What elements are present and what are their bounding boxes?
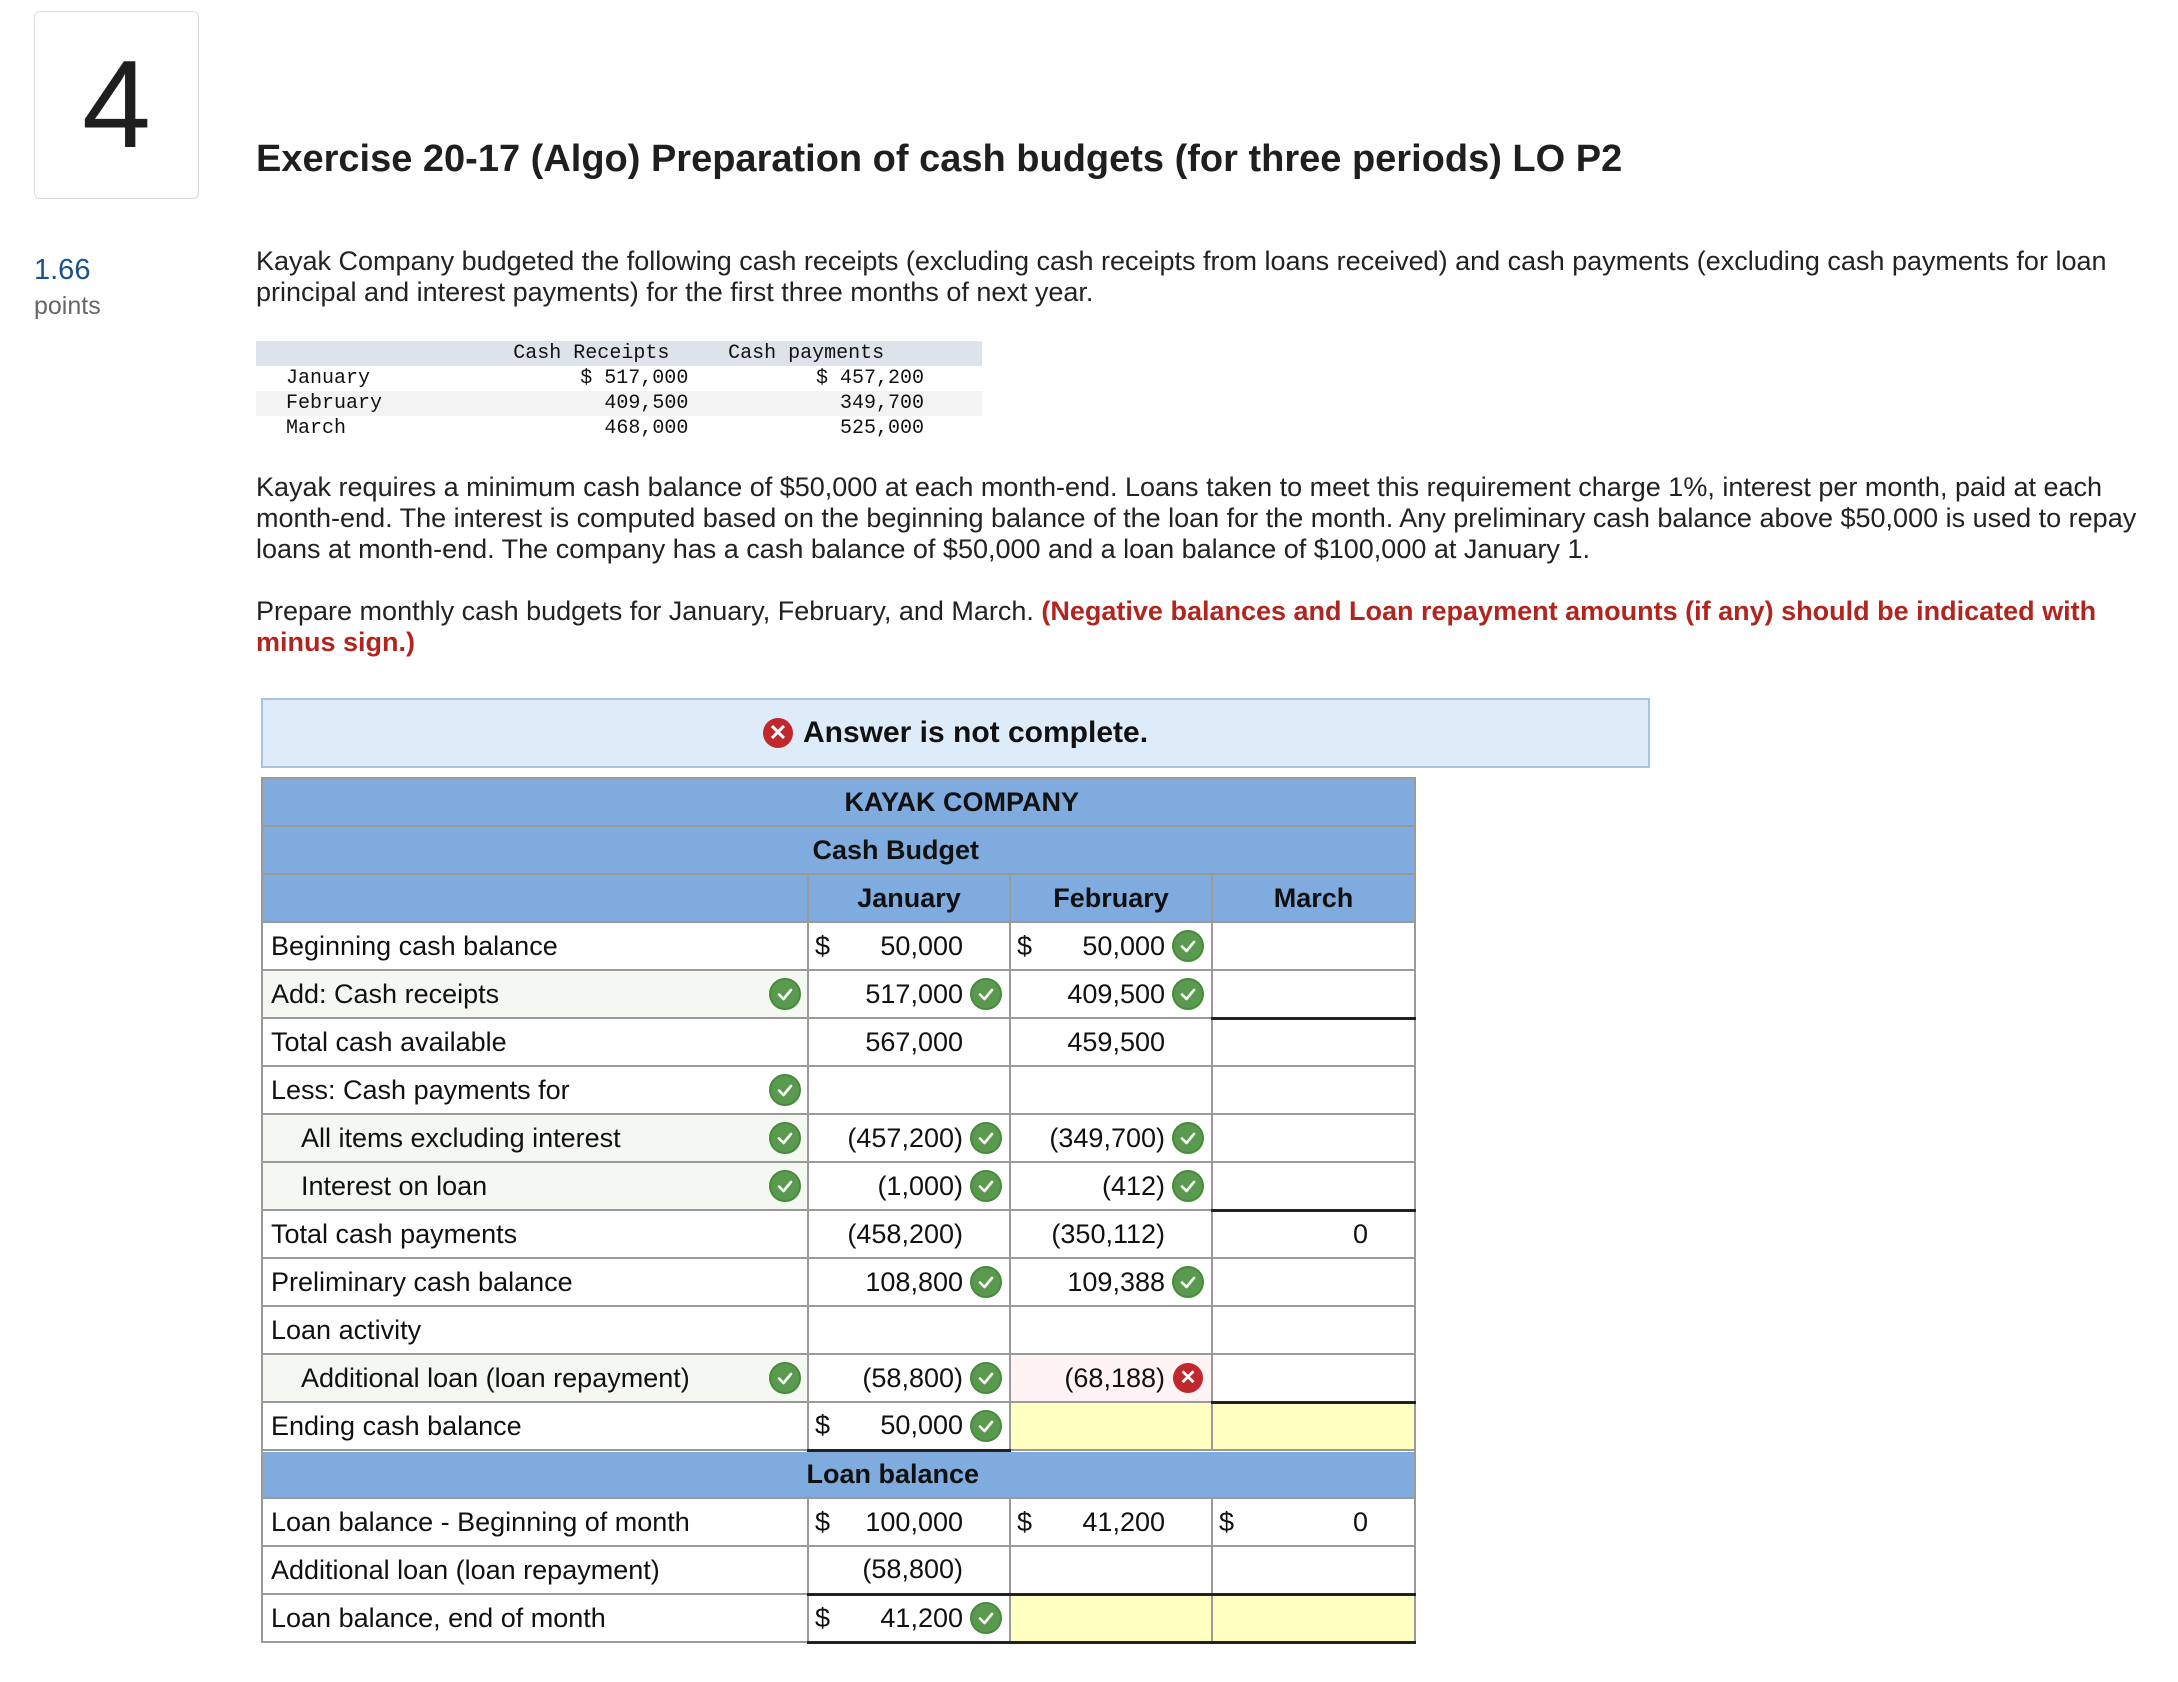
row-label: Additional loan (loan repayment) [262,1546,762,1594]
row-label: Loan balance, end of month [262,1594,762,1642]
row-label: Additional loan (loan repayment) [262,1354,762,1402]
mar-total-available [1212,1018,1415,1066]
month-header-march: March [1212,874,1415,922]
check-icon [769,1362,801,1394]
given-data-table [256,341,982,441]
jan-beginning-cash[interactable]: $ 50,000 [808,922,1010,970]
header-months-row [262,874,1415,922]
loan-balance-header-row [262,1450,1415,1498]
row-loan-additional [262,1546,1415,1594]
given-header-row [256,341,982,366]
row-preliminary [262,1258,1415,1306]
mar-all-items[interactable] [1212,1114,1415,1162]
row-label: Less: Cash payments for [262,1066,762,1114]
jan-loan-beginning[interactable]: $ 100,000 [808,1498,1010,1546]
mar-ending-cash-input[interactable] [1212,1402,1415,1450]
header-subtitle-row [262,826,1415,874]
feb-ending-cash-input[interactable] [1010,1402,1212,1450]
feb-interest[interactable]: (412) [1010,1162,1212,1210]
check-icon [1172,978,1204,1010]
feb-loan-additional[interactable] [1010,1546,1212,1594]
budget-subtitle: Cash Budget [812,834,979,865]
instruction-text: Prepare monthly cash budgets for January, February, and March. [256,596,1034,626]
mar-loan-additional[interactable] [1212,1546,1415,1594]
given-row-february: February 409,500 349,700 [256,391,982,416]
points-value: 1.66 [34,254,91,286]
question-number-box [34,11,199,199]
header-company-row [262,778,1415,826]
check-icon [970,1122,1002,1154]
feb-additional-loan[interactable]: (68,188) ✕ [1010,1354,1212,1402]
check-icon [970,1170,1002,1202]
answer-status-banner [261,698,1650,768]
row-beginning-cash [262,922,1415,970]
check-icon [970,1362,1002,1394]
row-all-items [262,1114,1415,1162]
jan-loan-end[interactable]: $ 41,200 [808,1594,1010,1642]
check-icon [1172,1170,1204,1202]
row-label: Loan balance - Beginning of month [262,1498,762,1546]
jan-additional-loan[interactable]: (58,800) [808,1354,1010,1402]
mar-preliminary[interactable] [1212,1258,1415,1306]
check-icon [769,1170,801,1202]
points-label: points [34,292,101,320]
mar-additional-loan[interactable] [1212,1354,1415,1402]
check-icon [769,1074,801,1106]
feb-total-available: 459,500 [1010,1018,1212,1066]
check-icon [970,1266,1002,1298]
row-less-payments [262,1066,1415,1114]
loan-balance-title: Loan balance [806,1458,979,1489]
row-label: Ending cash balance [262,1402,762,1450]
row-label: Beginning cash balance [262,922,762,970]
intro-paragraph: Kayak Company budgeted the following cash receipts (excluding cash receipts from loans received) and cash payments (excluding cash payments for loan principal and interest payments) for the first three months of next year. [256,246,2107,307]
row-interest [262,1162,1415,1210]
row-total-available [262,1018,1415,1066]
row-label: Loan activity [262,1306,762,1354]
check-icon [769,978,801,1010]
jan-total-payments: (458,200) [808,1210,1010,1258]
check-icon [769,1122,801,1154]
row-ending-cash [262,1402,1415,1450]
jan-total-available: 567,000 [808,1018,1010,1066]
mar-total-payments: 0 [1212,1210,1415,1258]
mar-loan-beginning[interactable]: $ 0 [1212,1498,1415,1546]
row-label: Total cash payments [262,1210,762,1258]
row-total-payments [262,1210,1415,1258]
check-icon [970,978,1002,1010]
mar-cash-receipts[interactable] [1212,970,1415,1018]
month-header-january: January [808,874,1010,922]
row-label: Add: Cash receipts [262,970,762,1018]
feb-cash-receipts[interactable]: 409,500 [1010,970,1212,1018]
x-circle-icon: ✕ [1173,1363,1203,1393]
jan-preliminary[interactable]: 108,800 [808,1258,1010,1306]
jan-cash-receipts[interactable]: 517,000 [808,970,1010,1018]
row-cash-receipts [262,970,1415,1018]
feb-loan-end-input[interactable] [1010,1594,1212,1642]
given-row-january: January $ 517,000 $ 457,200 [286,367,925,390]
row-additional-loan [262,1354,1415,1402]
answer-status-text: Answer is not complete. [802,716,1149,749]
check-icon [970,1602,1002,1634]
feb-all-items[interactable]: (349,700) [1010,1114,1212,1162]
row-label: All items excluding interest [262,1114,762,1162]
row-label: Total cash available [262,1018,762,1066]
given-header-month [256,341,494,366]
jan-interest[interactable]: (1,000) [808,1162,1010,1210]
mar-beginning-cash[interactable] [1212,922,1415,970]
question-number: 4 [82,36,151,174]
x-circle-icon: ✕ [763,718,793,748]
jan-all-items[interactable]: (457,200) [808,1114,1010,1162]
feb-total-payments: (350,112) [1010,1210,1212,1258]
requirements-paragraph: Kayak requires a minimum cash balance of $50,000 at each month-end. Loans taken to meet this requirement charge 1%, interest per month, paid at each month-end. The interest is computed based on the beginning balance of the loan for the month. Any preliminary cash balance above $50,000 is used to repay loans at month-end. The company has a cash balance of $50,000 and a loan balance of $100,000 at January 1. [256,472,2137,564]
check-icon [1172,1266,1204,1298]
given-row-march: March 468,000 525,000 [286,417,925,440]
check-icon [970,1410,1002,1442]
instruction-paragraph [256,596,2146,658]
given-header-payments: Cash payments [688,341,924,366]
row-loan-beginning [262,1498,1415,1546]
month-header-february: February [1010,874,1212,922]
check-icon [1172,930,1204,962]
company-name: KAYAK COMPANY [844,786,1079,817]
mar-interest[interactable] [1212,1162,1415,1210]
row-label: Interest on loan [262,1162,762,1210]
jan-ending-cash[interactable]: $ 50,000 [808,1402,1010,1450]
exercise-title: Exercise 20-17 (Algo) Preparation of cash budgets (for three periods) LO P2 [256,138,1623,180]
instruction-note: (Negative balances and Loan repayment amounts (if any) should be indicated with minus sign.) [256,596,2097,657]
jan-loan-additional[interactable]: (58,800) [808,1546,1010,1594]
cash-budget-table [261,777,1416,1644]
feb-beginning-cash[interactable]: $ 50,000 [1010,922,1212,970]
row-loan-activity [262,1306,1415,1354]
check-icon [1172,1122,1204,1154]
given-header-receipts: Cash Receipts [494,341,688,366]
mar-loan-end-input[interactable] [1212,1594,1415,1642]
row-label: Preliminary cash balance [262,1258,762,1306]
feb-preliminary[interactable]: 109,388 [1010,1258,1212,1306]
row-loan-end [262,1594,1415,1642]
feb-loan-beginning[interactable]: $ 41,200 [1010,1498,1212,1546]
